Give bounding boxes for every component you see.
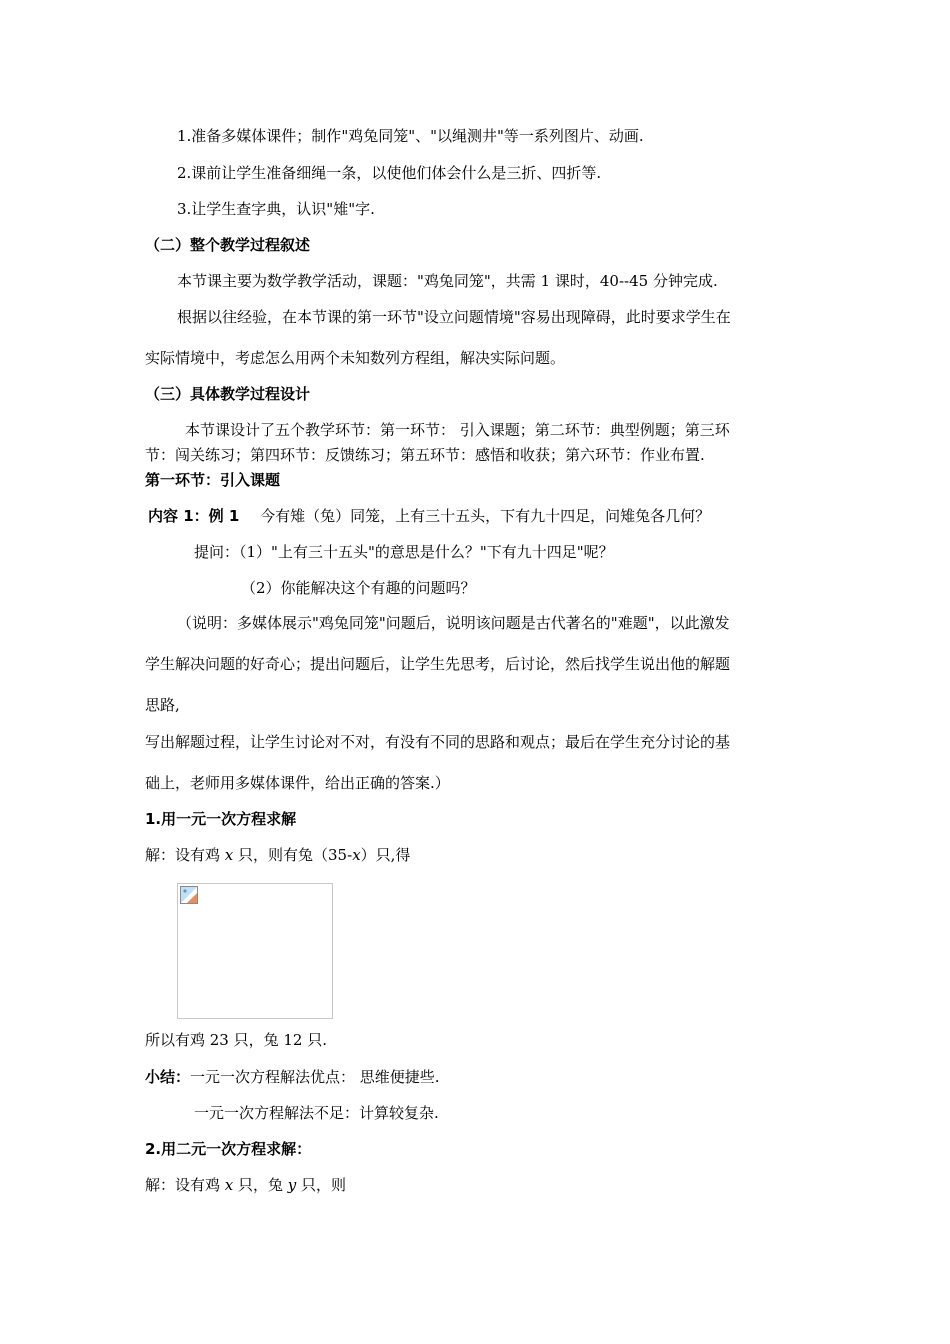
method-2-solution — [145, 1175, 346, 1195]
summary-label: 小结： — [145, 1068, 191, 1086]
solution-text: 只，则有兔（35- — [233, 846, 353, 864]
summary-advantage: 一元一次方程解法优点： 思维便捷些. — [190, 1068, 440, 1086]
solution-text: 只，则 — [296, 1176, 347, 1194]
method-2-heading: 2.用二元一次方程求解： — [145, 1140, 312, 1158]
section-3-paragraph-line-2: 节：闯关练习；第四环节：反馈练习；第五环节：感悟和收获；第六环节：作业布置. — [145, 446, 705, 464]
prep-item-3: 3.让学生查字典，认识"雉"字. — [177, 200, 375, 218]
example-1 — [148, 506, 710, 526]
method-1-solution — [145, 845, 410, 865]
equation-image-placeholder — [177, 883, 333, 1019]
note-line-2: 学生解决问题的好奇心；提出问题后，让学生先思考，后讨论，然后找学生说出他的解题 — [145, 655, 731, 673]
example-1-label: 内容 1：例 1 — [148, 507, 240, 525]
note-line-1: （说明：多媒体展示"鸡兔同笼"问题后，说明该问题是古代著名的"难题"，以此激发 — [177, 614, 730, 632]
method-1-heading: 1.用一元一次方程求解 — [145, 810, 297, 828]
section-2-paragraph-1: 本节课主要为数学教学活动，课题："鸡兔同笼"，共需 1 课时，40--45 分钟完成. — [177, 272, 718, 290]
section-3-heading: （三）具体教学过程设计 — [145, 385, 311, 403]
stage-1-heading: 第一环节：引入课题 — [145, 471, 281, 489]
section-2-heading: （二）整个教学过程叙述 — [145, 236, 311, 254]
section-2-paragraph-2-line-2: 实际情境中，考虑怎么用两个未知数列方程组，解决实际问题。 — [145, 349, 566, 367]
solution-text: 只，兔 — [233, 1176, 288, 1194]
solution-text: 解：设有鸡 — [145, 1176, 225, 1194]
note-line-3: 思路, — [145, 696, 180, 714]
variable-x: x — [224, 1176, 234, 1194]
prep-item-2: 2.课前让学生准备细绳一条，以使他们体会什么是三折、四折等. — [177, 164, 602, 182]
note-line-5: 础上，老师用多媒体课件，给出正确的答案.） — [145, 774, 450, 792]
method-1-result: 所以有鸡 23 只，兔 12 只. — [145, 1031, 328, 1049]
question-1: 提问：（1）"上有三十五头"的意思是什么？"下有九十四足"呢？ — [194, 543, 614, 561]
variable-y: y — [287, 1176, 297, 1194]
variable-x: x — [352, 846, 361, 864]
section-2-paragraph-2-line-1: 根据以往经验，在本节课的第一环节"设立问题情境"容易出现障碍，此时要求学生在 — [177, 308, 731, 326]
example-1-text: 今有雉（兔）同笼，上有三十五头，下有九十四足，问雉兔各几何？ — [260, 507, 711, 525]
solution-text: ）只,得 — [360, 846, 411, 864]
solution-text: 解：设有鸡 — [145, 846, 225, 864]
question-2: （2）你能解决这个有趣的问题吗？ — [241, 579, 476, 597]
note-line-4: 写出解题过程，让学生讨论对不对，有没有不同的思路和观点；最后在学生充分讨论的基 — [145, 733, 731, 751]
summary-disadvantage: 一元一次方程解法不足：计算较复杂. — [194, 1104, 439, 1122]
broken-image-icon — [180, 886, 198, 904]
section-3-paragraph-line-1: 本节课设计了五个教学环节：第一环节： 引入课题；第二环节：典型例题；第三环 — [185, 421, 730, 439]
variable-x: x — [224, 846, 234, 864]
summary — [145, 1067, 440, 1087]
prep-item-1: 1.准备多媒体课件；制作"鸡兔同笼"、"以绳测井"等一系列图片、动画. — [177, 127, 644, 145]
